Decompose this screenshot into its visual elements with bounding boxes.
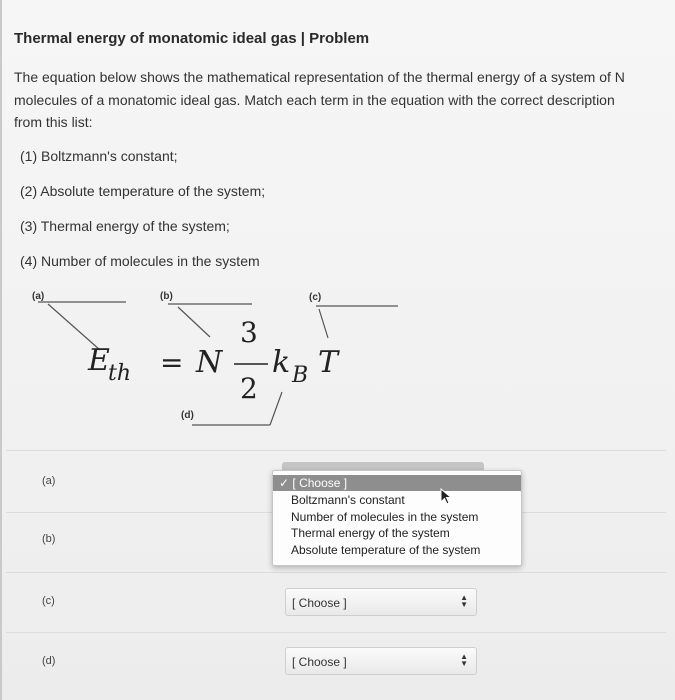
updown-arrows-icon: ▲ ▼ bbox=[460, 652, 468, 668]
dropdown-option-choose[interactable] bbox=[273, 475, 521, 491]
option-text: Boltzmann's constant bbox=[291, 493, 405, 507]
option-1: (1) Boltzmann's constant; bbox=[20, 148, 178, 164]
select-value: [ Choose ] bbox=[292, 596, 347, 610]
option-text: Absolute temperature of the system bbox=[291, 543, 481, 557]
label-c: (c) bbox=[309, 292, 322, 303]
option-text: Number of molecules in the system bbox=[291, 510, 479, 524]
dropdown-option[interactable] bbox=[273, 542, 521, 558]
intro-line: from this list: bbox=[14, 114, 93, 130]
row-label: (c) bbox=[42, 595, 55, 607]
fraction-denominator: 2 bbox=[240, 372, 258, 405]
label-d: (d) bbox=[181, 410, 194, 421]
mouse-cursor-icon bbox=[440, 488, 454, 506]
intro-line: molecules of a monatomic ideal gas. Match each term in the equation with the correct description bbox=[14, 91, 615, 108]
check-icon: ✓ bbox=[279, 476, 290, 490]
equals-sign: = bbox=[160, 346, 184, 379]
select-value: [ Choose ] bbox=[292, 655, 347, 669]
pointer-d bbox=[270, 392, 282, 425]
select-a-dropdown[interactable] bbox=[272, 470, 522, 566]
symbol-k-sub: B bbox=[292, 363, 309, 388]
intro-line: The equation below shows the mathematical representation of the thermal energy of a system of N bbox=[14, 69, 625, 85]
row-label: (d) bbox=[42, 655, 56, 667]
pointer-b bbox=[178, 307, 210, 337]
problem-title: Thermal energy of monatomic ideal gas | Problem bbox=[14, 30, 370, 47]
dropdown-option[interactable] bbox=[273, 509, 521, 525]
select-d[interactable] bbox=[285, 647, 477, 675]
option-4: (4) Number of molecules in the system bbox=[20, 253, 260, 269]
symbol-k: k bbox=[272, 345, 291, 380]
symbol-t: T bbox=[318, 345, 339, 380]
option-3: (3) Thermal energy of the system; bbox=[20, 218, 230, 234]
label-a: (a) bbox=[32, 291, 45, 302]
row-label: (b) bbox=[42, 533, 56, 545]
pointer-c bbox=[319, 309, 328, 338]
symbol-e-sub: th bbox=[108, 361, 132, 386]
option-text: Thermal energy of the system bbox=[291, 526, 450, 540]
dropdown-option[interactable] bbox=[273, 492, 521, 508]
select-c[interactable] bbox=[285, 588, 477, 616]
updown-arrows-icon: ▲ ▼ bbox=[460, 593, 468, 609]
option-text: [ Choose ] bbox=[292, 476, 348, 490]
symbol-e: E bbox=[88, 343, 110, 378]
row-label: (a) bbox=[42, 475, 56, 487]
label-b: (b) bbox=[160, 291, 173, 302]
fraction-numerator: 3 bbox=[240, 316, 258, 349]
option-2: (2) Absolute temperature of the system; bbox=[20, 183, 266, 199]
symbol-n: N bbox=[196, 345, 223, 380]
dropdown-option[interactable] bbox=[273, 525, 521, 541]
